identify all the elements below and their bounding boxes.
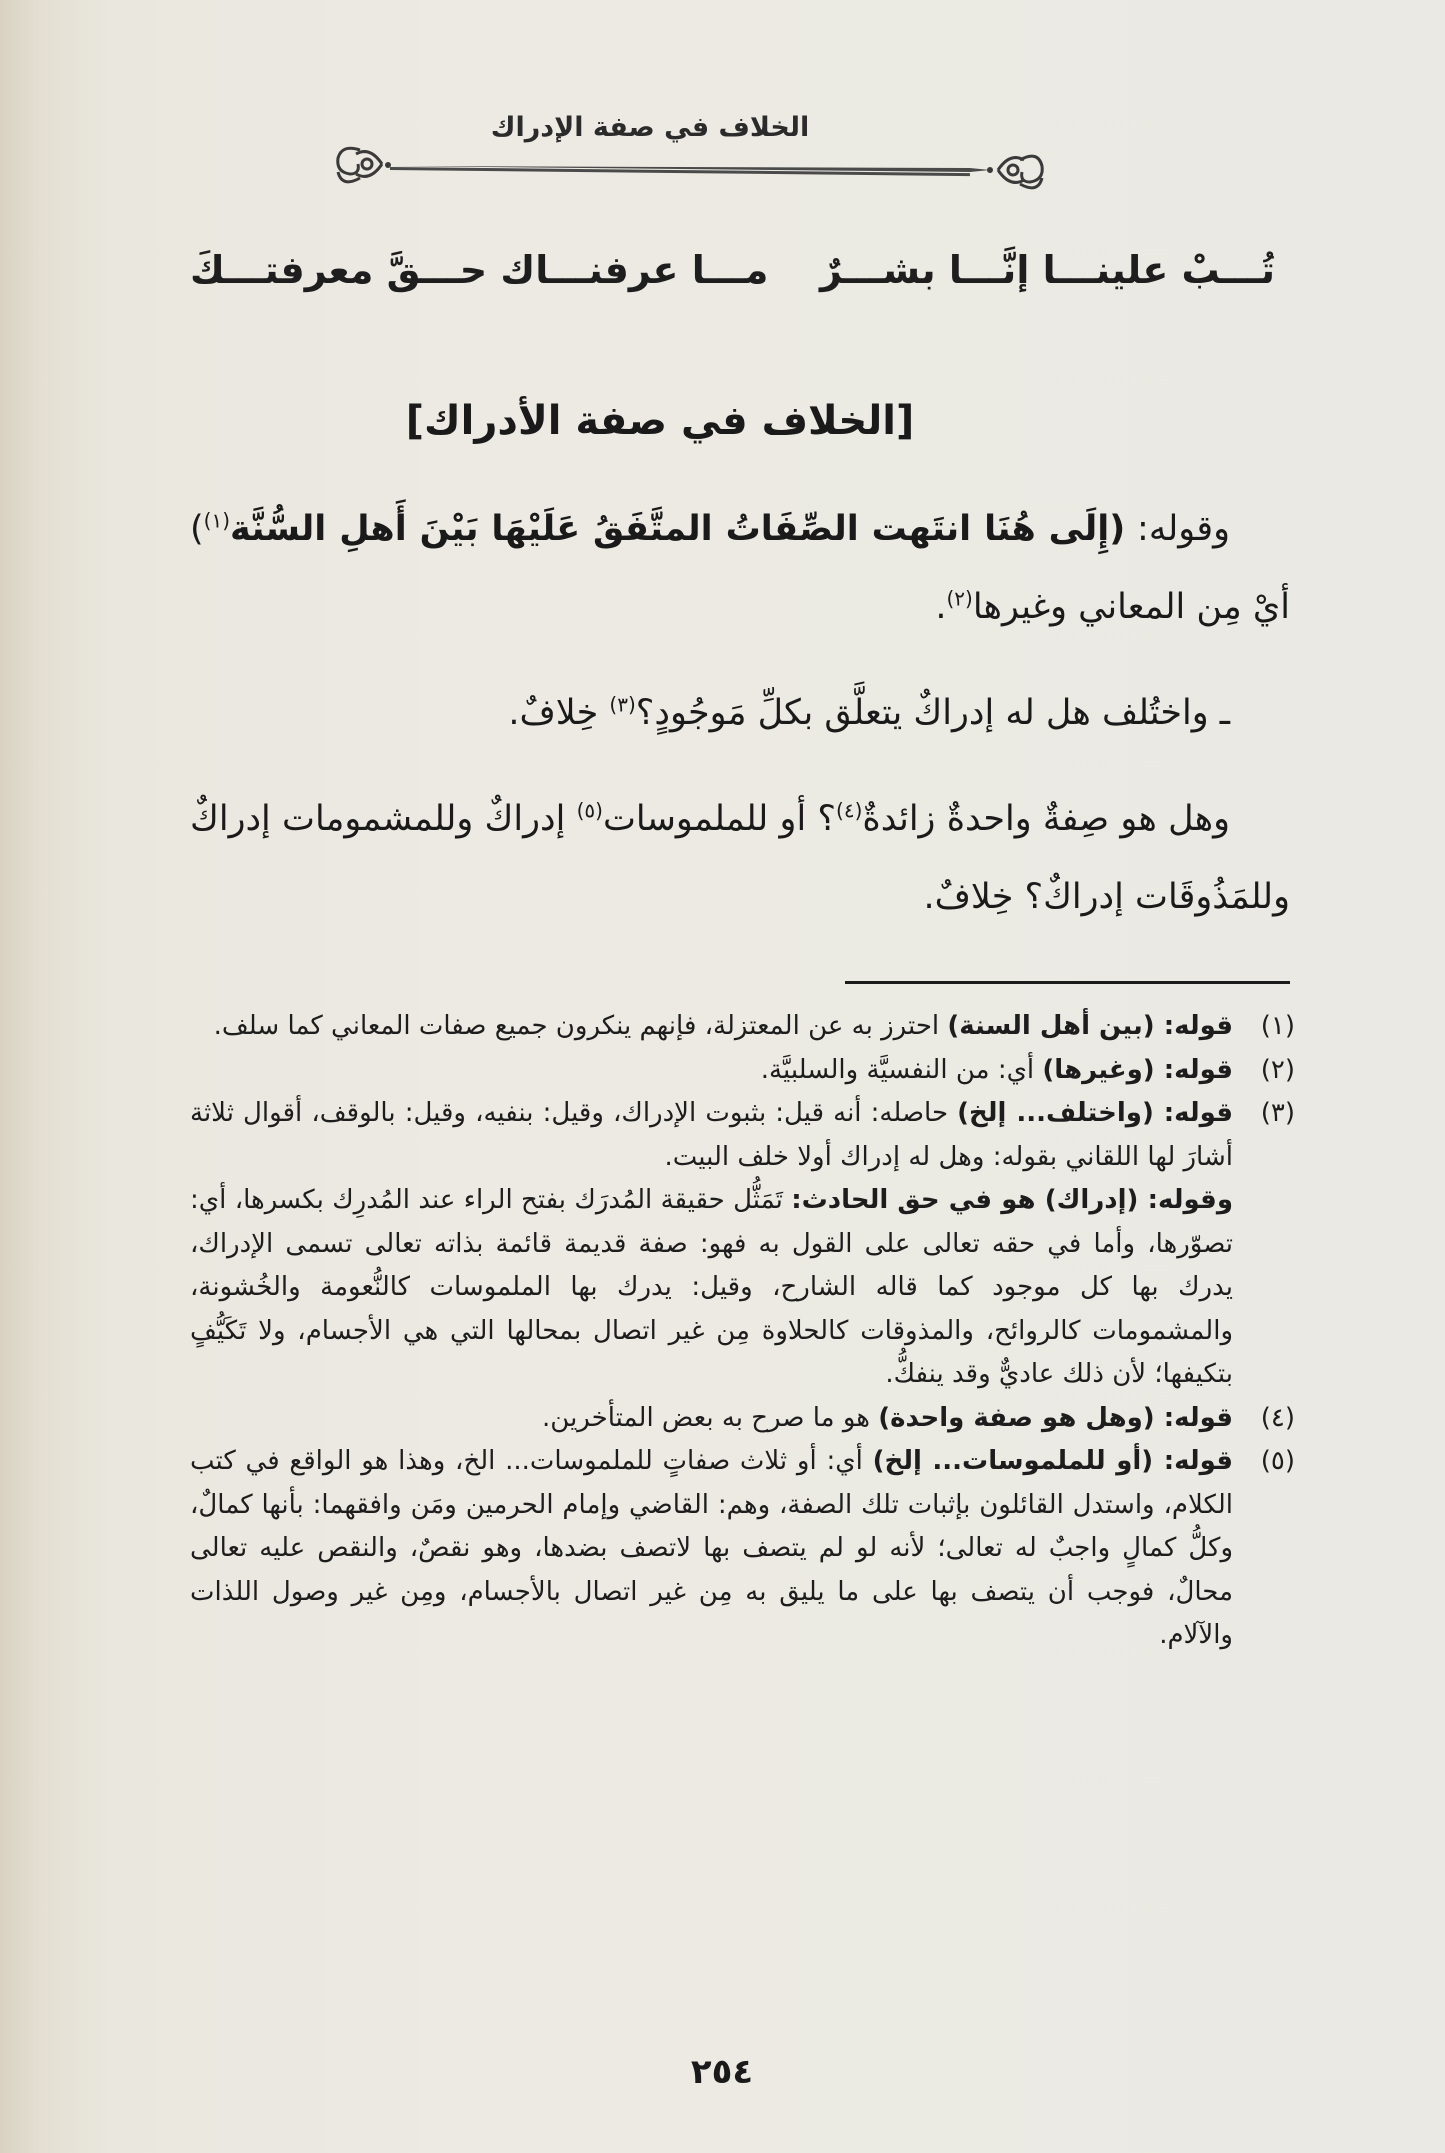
footnotes — [190, 1005, 1295, 1658]
footnote-5 — [190, 1440, 1295, 1658]
footnote-text: أي: أو ثلاث صفاتٍ للملموسات... الخ، وهذا هو الواقع في كتب الكلام، واستدل القائلون بإثبات تلك الصفة، وهم: القاضي وإمام الحرمين ومَن وافقهما: بأنها كمالٌ، وكلُّ كمالٍ واجبٌ له تعالى؛ لأنه لو لم يتصف بها لاتصف بضدها، وهو نقصٌ، والنقص عليه تعالى محالٌ، فوجب أن يتصف بها على ما يليق به مِن غير اتصال بالأجسام، ومِن غير وصول اللذات والآلام. — [190, 1446, 1233, 1650]
footnote-continuation-text: تَمَثُّل حقيقة المُدرَك بفتح الراء عند المُدرِك بكسرها، أي: تصوّرها، وأما في حقه تعالى على القول به فهو: صفة قديمة قائمة بذاته تعالى تسمى الإدراك، يدرك بها كل موجود كما قاله الشارح، وقيل: يدرك بها الملموسات كالنُّعومة والخُشونة، والمشمومات كالروائح، والمذوقات كالحلاوة مِن غير اتصال بمحالها التي هي الأجسام، ولا تَكَيُّفٍ بتكيفها؛ لأن ذلك عاديٌّ وقد ينفكُّ. — [190, 1185, 1233, 1389]
para1-prefix: وقوله: — [1125, 509, 1230, 549]
footnote-4 — [190, 1397, 1295, 1441]
footnote-number: (٣) — [1260, 1098, 1295, 1128]
footnote-text: احترز به عن المعتزلة، فإنهم ينكرون جميع صفات المعاني كما سلف. — [213, 1011, 948, 1041]
footnote-lead: قوله: (وهل هو صفة واحدة) — [878, 1402, 1233, 1433]
verse-hemistich-left: مـــا عرفنـــاك حـــقَّ معرفتـــكَ — [190, 248, 769, 292]
para2-text: ـ واختُلف هل له إدراكٌ يتعلَّق بكلِّ مَوجُودٍ؟ — [635, 693, 1230, 733]
para1-end: . — [935, 587, 947, 627]
running-header: الخلاف في صفة الإدراك — [490, 112, 810, 143]
footnote-number: (٢) — [1260, 1054, 1295, 1085]
footnote-text: هو ما صرح به بعض المتأخرين. — [542, 1402, 879, 1433]
poetry-verse — [190, 248, 1275, 292]
para3-text-a: وهل هو صِفةٌ واحدةٌ زائدةٌ — [862, 799, 1230, 839]
paragraph-3 — [190, 780, 1290, 936]
footnote-text: أي: من النفسيَّة والسلبيَّة. — [760, 1054, 1043, 1085]
footnote-ref-5[interactable]: (٥) — [576, 798, 603, 823]
para2-end: خِلافٌ. — [508, 693, 610, 733]
section-title: [الخلاف في صفة الأدراك] — [405, 398, 915, 444]
footnote-ref-2[interactable]: (٢) — [946, 586, 973, 611]
footnote-lead: قوله: (واختلف... إلخ) — [957, 1098, 1234, 1128]
footnote-lead: قوله: (بين أهل السنة) — [947, 1011, 1233, 1041]
para1-quote: (إِلَى هُنَا انتَهت الصِّفَاتُ المتَّفَقُ عَلَيْهَا بَيْنَ أَهلِ السُّنَّة — [230, 509, 1126, 549]
footnote-lead: قوله: (وغيرها) — [1042, 1054, 1233, 1085]
para3-text-c: إدراكٌ وللمشمومات إدراكٌ وللمَذُوقَات إدراكٌ؟ خِلافٌ. — [190, 799, 1290, 917]
footnote-ref-3[interactable]: (٣) — [609, 692, 636, 717]
para1-after: ) أيْ مِن المعاني وغيرها — [190, 509, 1290, 627]
footnote-2 — [190, 1049, 1295, 1093]
footnote-text: حاصله: أنه قيل: بثبوت الإدراك، وقيل: بنفيه، وقيل: بالوقف، أقوال ثلاثة أشارَ لها اللقاني بقوله: وهل له إدراك أولا خلف البيت. — [190, 1098, 1233, 1172]
footnote-number: (٤) — [1260, 1402, 1295, 1433]
footnote-separator — [845, 981, 1290, 984]
ornamental-divider-icon — [330, 140, 1050, 200]
paragraph-1 — [190, 490, 1290, 646]
footnote-number: (٥) — [1260, 1446, 1295, 1476]
verse-hemistich-right: تُـــبْ علينـــا إنَّـــا بشـــرٌ — [820, 248, 1275, 292]
paragraph-2 — [190, 674, 1290, 752]
footnote-ref-4[interactable]: (٤) — [836, 798, 863, 823]
footnote-number: (١) — [1260, 1011, 1295, 1041]
para3-text-b: ؟ أو للملموسات — [602, 799, 836, 839]
footnote-ref-1[interactable]: (١) — [203, 508, 231, 533]
footnote-lead: قوله: (أو للملموسات... إلخ) — [872, 1446, 1233, 1476]
page-number: ٢٥٤ — [690, 2052, 754, 2092]
footnote-1 — [190, 1005, 1295, 1049]
main-text — [190, 490, 1290, 964]
footnote-3-continuation — [190, 1179, 1295, 1397]
footnote-continuation-lead: وقوله: (إدراك) هو في حق الحادث: — [791, 1185, 1233, 1215]
footnote-3 — [190, 1092, 1295, 1179]
